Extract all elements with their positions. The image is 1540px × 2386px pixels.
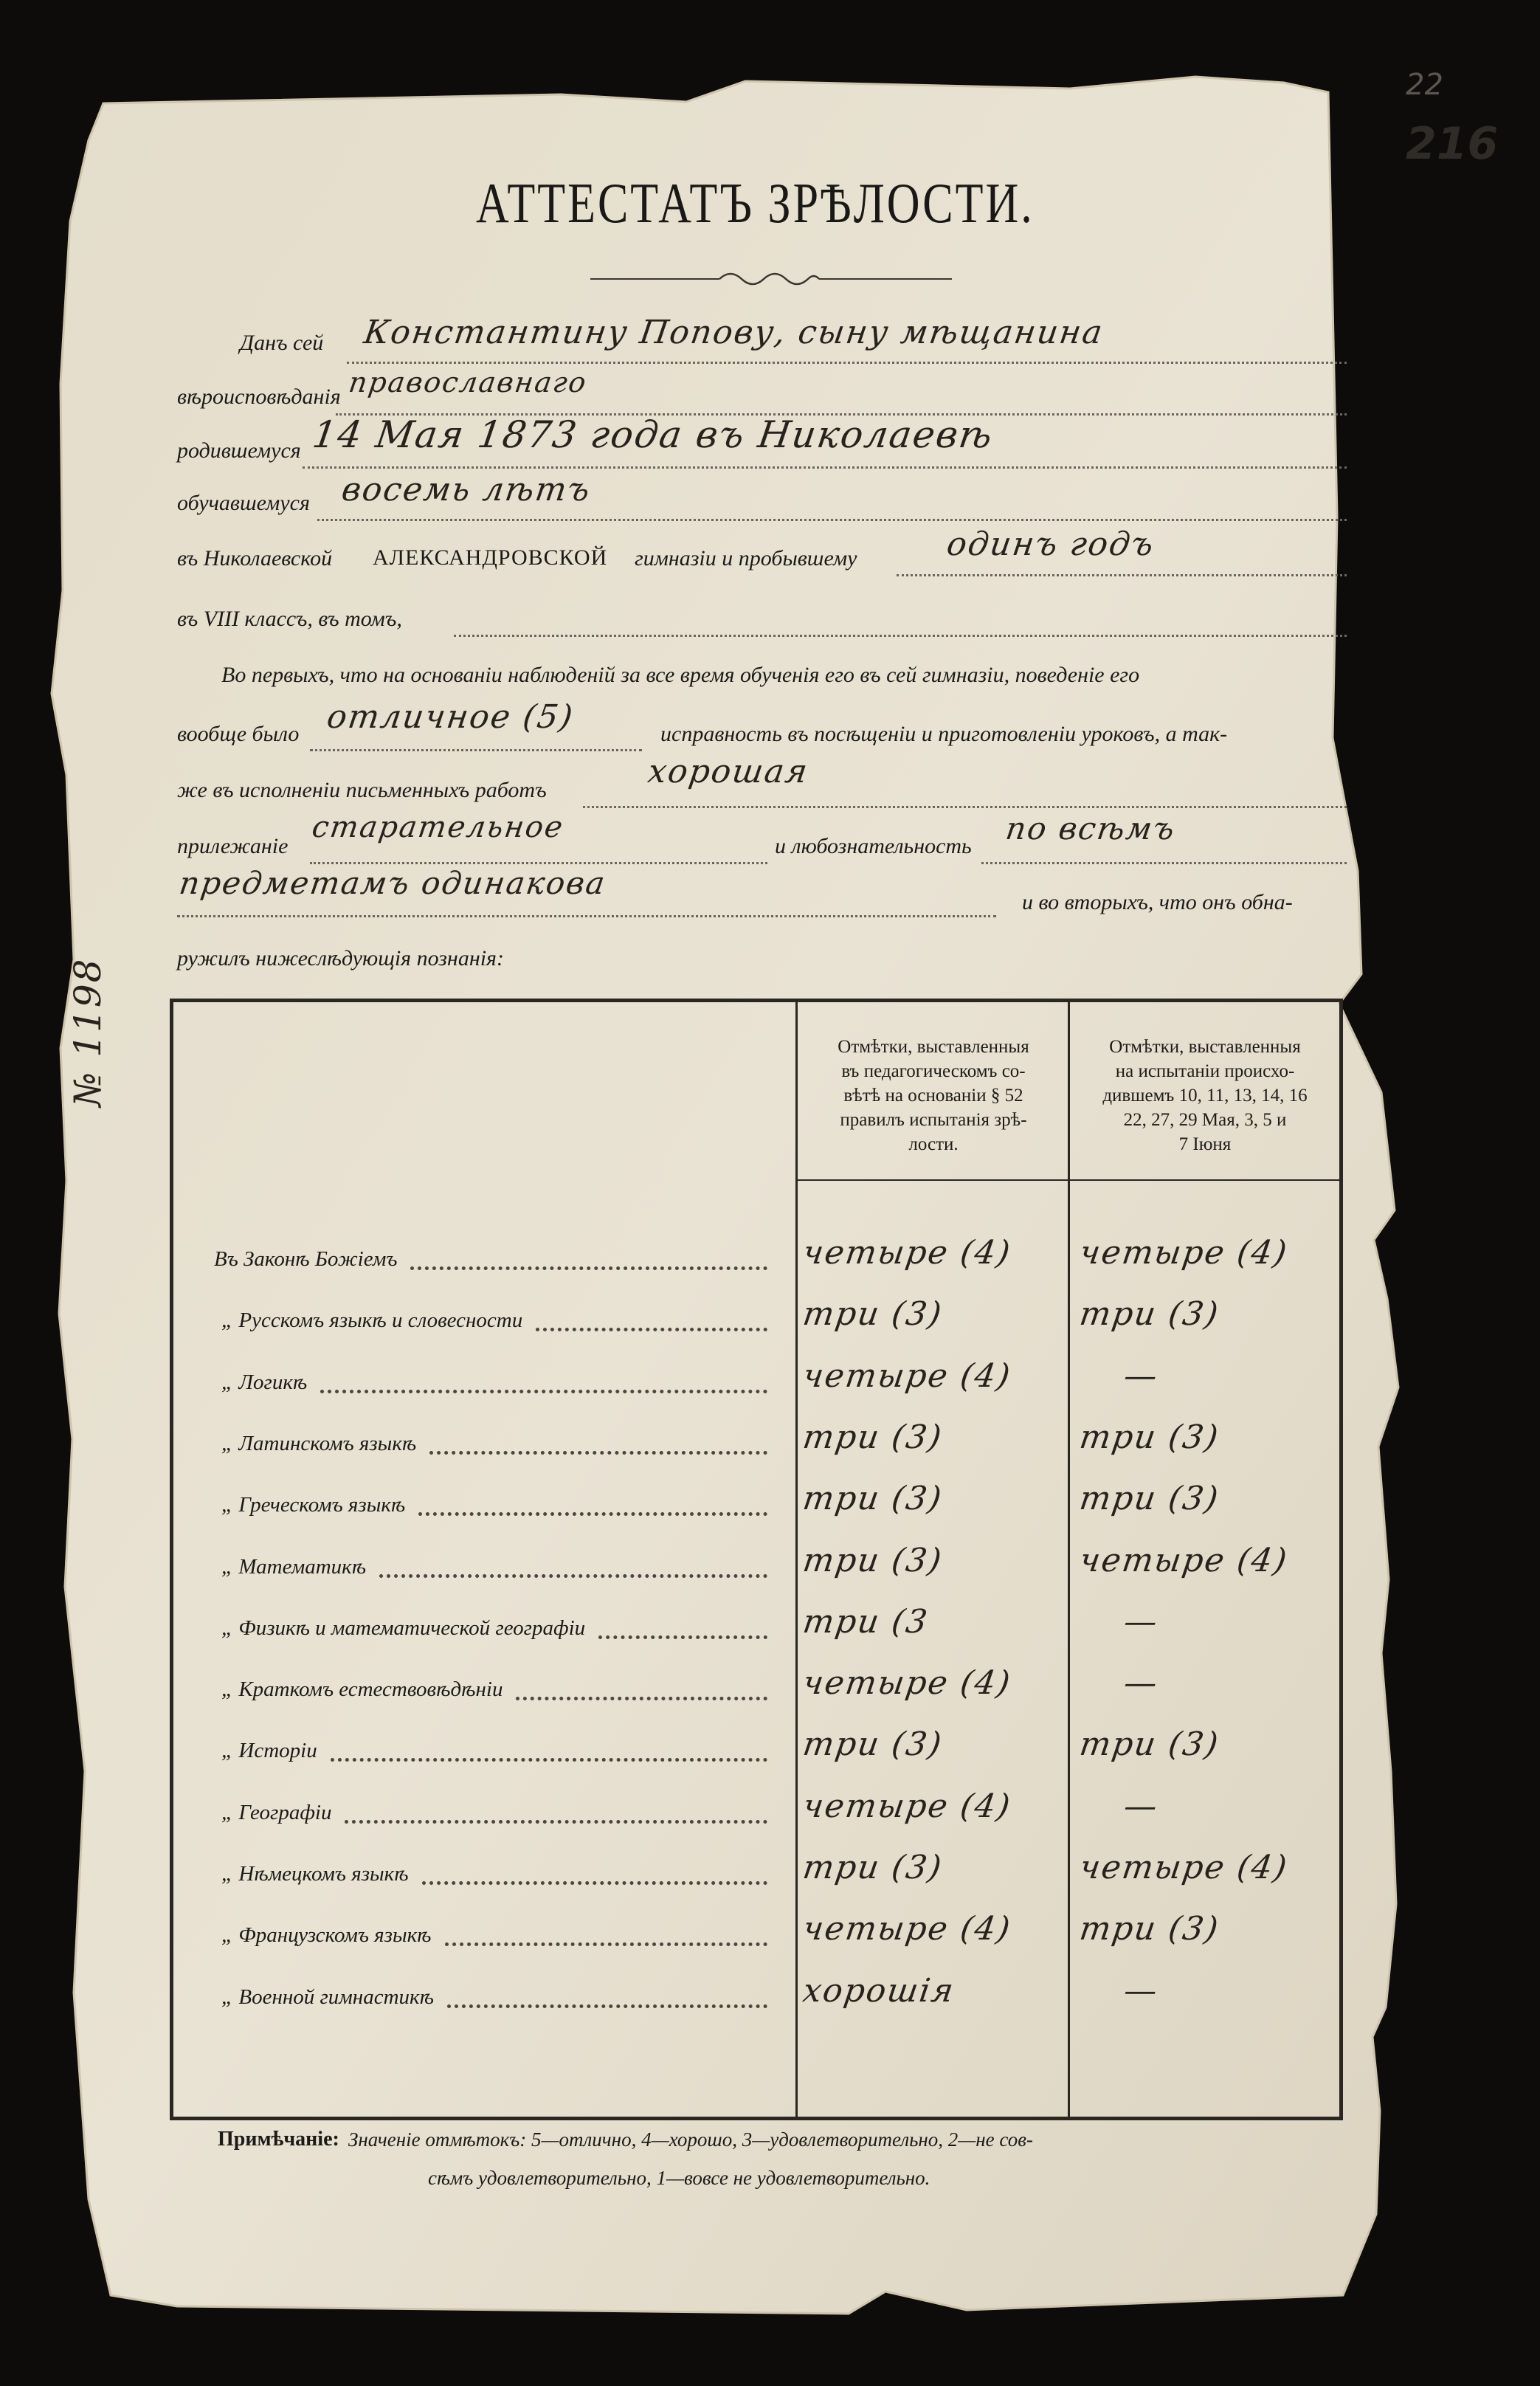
curiosity-label: и любознательность [775,834,972,858]
document-title: АТТЕСТАТЪ ЗРѢЛОСТИ. [476,172,1035,235]
table-border-bottom [170,2117,1343,2120]
council-grade-handwritten: три (3) [801,1849,945,1886]
column-header-line: на испытаніи происхо- [1115,1061,1295,1081]
dotted-leader [320,1390,767,1393]
column-header-line: 7 Іюня [1178,1134,1232,1154]
religion-handwritten: православнаго [347,366,590,399]
subject-name: „ Математикѣ [221,1555,367,1579]
dotted-leader [447,2004,767,2008]
exam-grade-handwritten: три (3) [1077,1910,1222,1948]
subject-name: „ Латинскомъ языкѣ [221,1432,417,1455]
dotted-line [303,466,1347,469]
exam-grade-handwritten: три (3) [1077,1480,1222,1517]
dotted-leader [410,1266,767,1270]
years-studied-handwritten: восемь лѣтъ [339,471,594,508]
council-grades-header [801,1035,1066,1156]
dotted-line [897,574,1347,576]
council-grade-handwritten: три (3) [801,1418,945,1456]
dotted-leader [379,1574,767,1578]
note-line-2: сѣмъ удовлетворительно, 1—вовсе не удовлетворительно. [428,2167,930,2189]
council-grade-handwritten: три (3) [801,1295,945,1333]
gymnasium-prefix: въ Николаевской [177,546,333,570]
column-header-line: дившемъ 10, 11, 13, 14, 16 [1102,1086,1308,1106]
council-grade-handwritten: четыре (4) [801,1234,1014,1272]
column-divider-2 [1068,1002,1070,2117]
exam-grade-handwritten: три (3) [1077,1295,1222,1333]
curiosity-handwritten: по всѣмъ [1004,810,1178,847]
paragraph-line-6: ружилъ нижеслѣдующія познанія: [177,946,504,970]
column-divider-1 [795,1002,798,2117]
recipient-name-handwritten: Константину Попову, сыну мѣщанина [362,314,1106,351]
exam-grade-handwritten: три (3) [1077,1725,1222,1763]
council-grade-handwritten: четыре (4) [801,1910,1014,1948]
dotted-line [317,519,1347,521]
table-border-left [170,999,173,2120]
column-header-line: вѣтѣ на основаніи § 52 [843,1086,1023,1106]
exam-grade-handwritten: — [1122,1603,1161,1641]
dotted-leader [418,1512,767,1516]
dotted-line [981,862,1347,864]
studied-label: обучавшемуся [177,491,310,515]
paragraph-line-1: Во первыхъ, что на основаніи наблюденій за все время обученія его въ сей гимназіи, поведеніе его [221,663,1140,687]
subject-name: „ Военной гимнастикѣ [221,1985,434,2009]
table-border-right [1339,999,1343,2120]
header-underline [798,1179,1339,1181]
subject-name: „ Географіи [221,1801,332,1824]
curiosity-continued-handwritten: предметамъ одинакова [177,865,609,901]
exam-grade-handwritten: четыре (4) [1077,1234,1291,1272]
subject-name: Въ Законѣ Божіемъ [214,1247,398,1271]
dotted-leader [345,1820,767,1824]
column-header-line: Отмѣтки, выставленныя [838,1037,1029,1057]
dotted-leader [536,1328,767,1331]
council-grade-handwritten: три (3) [801,1542,945,1579]
dan-sei-label: Данъ сей [240,331,324,355]
column-header-line: 22, 27, 29 Мая, 3, 5 и [1123,1110,1287,1130]
religion-label: вѣроисповѣданія [177,385,341,409]
subject-name: „ Русскомъ языкѣ и словесности [221,1308,523,1332]
dotted-line [177,915,996,917]
council-grade-handwritten: четыре (4) [801,1664,1014,1702]
note-line-1: Значеніе отмѣтокъ: 5—отлично, 4—хорошо, 3—удовлетворительно, 2—не сов- [348,2128,1033,2151]
gymnasium-suffix: гимназіи и пробывшему [635,546,857,570]
dotted-line [310,862,767,864]
paper-shape [52,77,1398,2314]
paragraph-line-2-end: исправность въ посѣщеніи и приготовленіи уроковъ, а так- [660,722,1228,746]
council-grade-handwritten: три (3) [801,1480,945,1517]
dotted-leader [516,1697,767,1700]
class-label: въ VIII классъ, въ томъ, [177,607,402,631]
column-header-line: Отмѣтки, выставленныя [1109,1037,1301,1057]
dotted-leader [429,1451,767,1455]
exam-grade-handwritten: — [1122,1664,1161,1702]
council-grade-handwritten: четыре (4) [801,1787,1014,1825]
council-grade-handwritten: три (3 [801,1603,931,1641]
column-header-line: лости. [908,1134,959,1154]
exam-grades-header [1071,1035,1339,1156]
dotted-leader [331,1758,767,1762]
dotted-line [347,362,1347,364]
column-header-line: правилъ испытанія зрѣ- [840,1110,1027,1130]
subject-name: „ Краткомъ естествовѣдѣніи [221,1678,503,1701]
exam-grade-handwritten: — [1122,1787,1161,1825]
archive-number-pencil: 22 [1406,68,1443,102]
paragraph-line-5-end: и во вторыхъ, что онъ обна- [1022,890,1293,914]
dotted-leader [445,1942,767,1946]
subject-name: „ Исторіи [221,1739,317,1762]
council-grade-handwritten: четыре (4) [801,1357,1014,1395]
note-label: Примѣчаніе: [218,2128,339,2151]
archive-number-ink: 216 [1406,118,1499,170]
written-work-grade-handwritten: хорошая [646,753,812,790]
exam-grade-handwritten: четыре (4) [1077,1849,1291,1886]
dotted-line [310,749,642,751]
table-border-top [170,999,1343,1002]
subject-name: „ Французскомъ языкѣ [221,1923,432,1947]
council-grade-handwritten: три (3) [801,1725,945,1763]
subject-name: „ Физикѣ и математической географіи [221,1616,586,1640]
birth-date-place-handwritten: 14 Мая 1873 года въ Николаевѣ [310,413,997,456]
years-stayed-handwritten: одинъ годъ [945,525,1158,563]
subject-name: „ Нѣмецкомъ языкѣ [221,1862,409,1886]
exam-grade-handwritten: три (3) [1077,1418,1222,1456]
column-header-line: въ педагогическомъ со- [841,1061,1026,1081]
gymnasium-name: АЛЕКСАНДРОВСКОЙ [373,545,608,570]
side-register-number: № 1198 [66,957,109,1107]
diligence-label: прилежаніе [177,834,289,858]
diligence-handwritten: старательное [310,810,567,844]
paragraph-line-3-start: же въ исполненіи письменныхъ работъ [177,778,547,802]
subject-name: „ Греческомъ языкѣ [221,1493,406,1517]
paragraph-line-2-start: вообще было [177,722,300,746]
dotted-leader [422,1881,767,1885]
born-label: родившемуся [177,438,301,463]
council-grade-handwritten: хорошія [801,1972,958,2010]
exam-grade-handwritten: четыре (4) [1077,1542,1291,1579]
exam-grade-handwritten: — [1122,1357,1161,1395]
dotted-line [583,806,1347,808]
dotted-leader [598,1635,767,1639]
behaviour-grade-handwritten: отличное (5) [325,698,576,736]
exam-grade-handwritten: — [1122,1972,1161,2010]
subject-name: „ Логикѣ [221,1370,308,1394]
dotted-line [454,635,1347,637]
